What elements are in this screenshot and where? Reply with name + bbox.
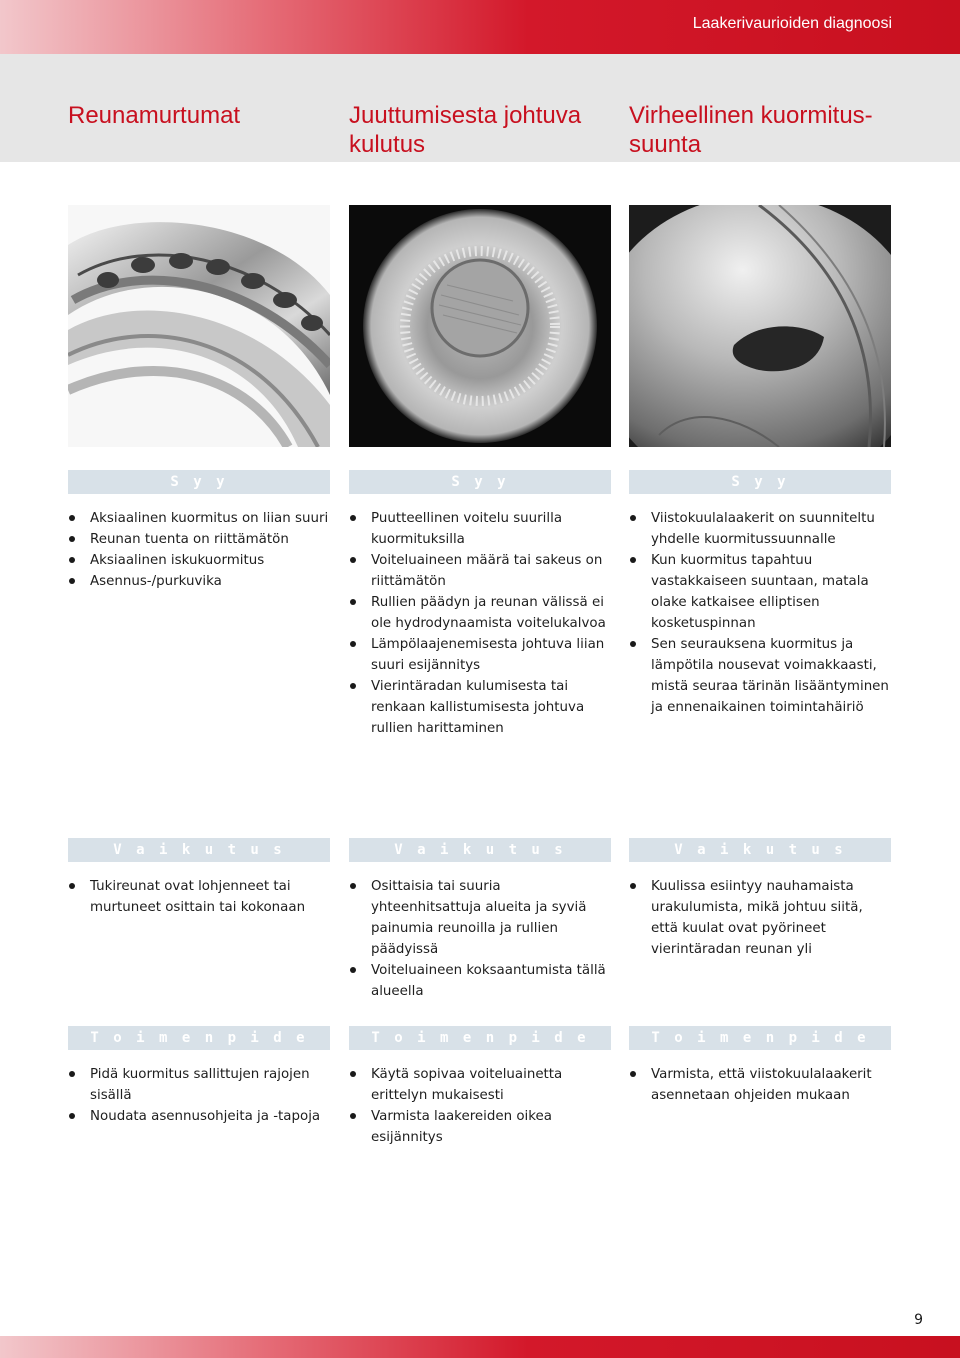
list-item: Voiteluaineen määrä tai sakeus on riittämätön [349,550,611,592]
toimenpide-header-1: T o i m e n p i d e [68,1026,330,1050]
ball-band-damage-photo [629,205,891,447]
column-title-2: Juuttumisesta johtuva kulutus [349,102,582,158]
list-item: Varmista laakereiden oikea esijännitys [349,1106,611,1148]
toimenpide-header-3: T o i m e n p i d e [629,1026,891,1050]
bearing-edge-fracture-photo [68,205,330,447]
list-item: Reunan tuenta on riittämätön [68,529,330,550]
list-item: Tukireunat ovat lohjenneet tai murtuneet osittain tai kokonaan [68,876,330,918]
list-item: Varmista, että viistokuulalaakerit asennetaan ohjeiden mukaan [629,1064,891,1106]
list-item: Noudata asennusohjeita ja -tapoja [68,1106,330,1127]
toimenpide-header-2: T o i m e n p i d e [349,1026,611,1050]
vaikutus-list-3 [629,876,891,960]
list-item: Viistokuulalaakerit on suunniteltu yhdelle kuormitussuunnalle [629,508,891,550]
list-item: Aksiaalinen kuormitus on liian suuri [68,508,330,529]
list-item: Lämpölaajenemisesta johtuva liian suuri esijännitys [349,634,611,676]
column-title-1: Reunamurtumat [68,102,241,129]
syy-header-1: S y y [68,470,330,494]
vaikutus-header-2: V a i k u t u s [349,838,611,862]
list-item: Voiteluaineen koksaantumista tällä alueella [349,960,611,1002]
list-item: Käytä sopivaa voiteluainetta erittelyn mukaisesti [349,1064,611,1106]
toimenpide-list-3 [629,1064,891,1106]
syy-list-2 [349,508,611,739]
column-title-3: Virheellinen kuormitus-suunta [629,102,873,158]
list-item: Osittaisia tai suuria yhteenhitsattuja alueita ja syviä painumia reunoilla ja rullien päädyissä [349,876,611,960]
vaikutus-list-2 [349,876,611,1002]
document-title: Laakerivaurioiden diagnoosi [692,15,892,32]
syy-header-2: S y y [349,470,611,494]
list-item: Sen seurauksena kuormitus ja lämpötila nousevat voimakkaasti, mistä seuraa tärinän lisääntyminen ja ennenaikainen toimintahäiriö [629,634,891,718]
vaikutus-header-1: V a i k u t u s [68,838,330,862]
vaikutus-list-1 [68,876,330,918]
roller-end-smearing-photo [349,205,611,447]
bottom-banner [0,1336,960,1358]
list-item: Kun kuormitus tapahtuu vastakkaiseen suuntaan, matala olake katkaisee elliptisen kosketuspinnan [629,550,891,634]
syy-list-3 [629,508,891,718]
syy-list-1 [68,508,330,592]
list-item: Vierintäradan kulumisesta tai renkaan kallistumisesta johtuva rullien harittaminen [349,676,611,739]
title-band [0,54,960,162]
syy-header-3: S y y [629,470,891,494]
top-banner [0,0,960,54]
list-item: Aksiaalinen iskukuormitus [68,550,330,571]
page-number: 9 [914,1312,923,1328]
vaikutus-header-3: V a i k u t u s [629,838,891,862]
toimenpide-list-1 [68,1064,330,1127]
list-item: Puutteellinen voitelu suurilla kuormituksilla [349,508,611,550]
list-item: Rullien päädyn ja reunan välissä ei ole hydrodynaamista voitelukalvoa [349,592,611,634]
toimenpide-list-2 [349,1064,611,1148]
list-item: Pidä kuormitus sallittujen rajojen sisällä [68,1064,330,1106]
list-item: Kuulissa esiintyy nauhamaista urakulumista, mikä johtuu siitä, että kuulat ovat pyörineet vierintäradan reunan yli [629,876,891,960]
list-item: Asennus-/purkuvika [68,571,330,592]
